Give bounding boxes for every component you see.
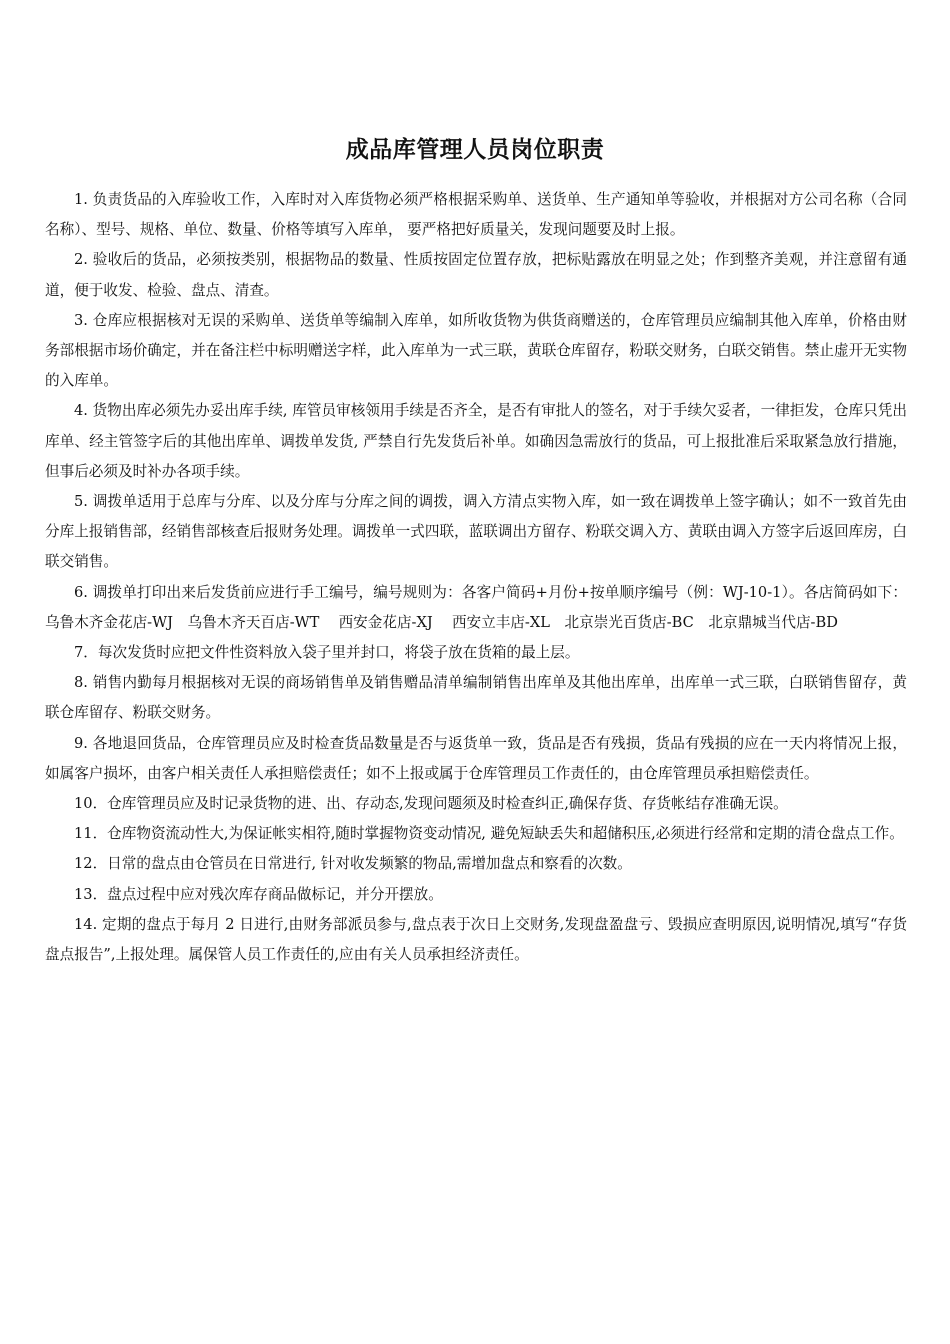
paragraph-2: 2. 验收后的货品，必须按类别，根据物品的数量、性质按固定位置存放，把标贴露放在明显之处；作到整齐美观，并注意留有通道，便于收发、检验、盘点、清查。 [45, 251, 907, 299]
paragraph-4: 4. 货物出库必须先办妥出库手续, 库管员审核领用手续是否齐全，是否有审批人的签名，对于手续欠妥者，一律拒发，仓库只凭出库单、经主管签字后的其他出库单、调拨单发货, 严禁自行先发货后补单。如确因急需放行的货品，可上报批准后采取紧急放行措施，但事后必须及时补办各项手续。 [45, 402, 907, 480]
paragraph-11: 11．仓库物资流动性大,为保证帐实相符,随时掌握物资变动情况, 避免短缺丢失和超储积压,必须进行经常和定期的清仓盘点工作。 [74, 825, 904, 843]
paragraph-1: 1. 负责货品的入库验收工作，入库时对入库货物必须严格根据采购单、送货单、生产通知单等验收，并根据对方公司名称（合同名称）、型号、规格、单位、数量、价格等填写入库单， 要严格把好质量关，发现问题要及时上报。 [45, 191, 907, 239]
document-body [45, 185, 907, 970]
paragraph-8: 8. 销售内勤每月根据核对无误的商场销售单及销售赠品清单编制销售出库单及其他出库单，出库单一式三联，白联销售留存，黄联仓库留存、粉联交财务。 [45, 674, 907, 722]
paragraph-14: 14. 定期的盘点于每月 2 日进行,由财务部派员参与,盘点表于次日上交财务,发现盘盈盘亏、毁损应查明原因,说明情况,填写“存货盘点报告”,上报处理。属保管人员工作责任的,应由有关人员承担经济责任。 [45, 915, 907, 964]
paragraph-7: 7．每次发货时应把文件性资料放入袋子里并封口，将袋子放在货箱的最上层。 [74, 644, 580, 662]
paragraph-12: 12．日常的盘点由仓管员在日常进行, 针对收发频繁的物品,需增加盘点和察看的次数。 [74, 855, 632, 873]
paragraph-3: 3. 仓库应根据核对无误的采购单、送货单等编制入库单，如所收货物为供货商赠送的，仓库管理员应编制其他入库单，价格由财务部根据市场价确定，并在备注栏中标明赠送字样，此入库单为一式三联，黄联仓库留存，粉联交财务，白联交销售。禁止虚开无实物的入库单。 [45, 311, 907, 390]
paragraph-9: 9. 各地退回货品，仓库管理员应及时检查货品数量是否与返货单一致，货品是否有残损，货品有残损的应在一天内将情况上报，如属客户损坏，由客户相关责任人承担赔偿责任；如不上报或属于仓库管理员工作责任的，由仓库管理员承担赔偿责任。 [45, 734, 907, 782]
paragraph-6: 6. 调拨单打印出来后发货前应进行手工编号，编号规则为：各客户简码+月份+按单顺序编号（例：WJ-10-1）。各店简码如下：乌鲁木齐金花店-WJ 乌鲁木齐天百店-WT 西安金花店-XJ 西安立丰店-XL 北京崇光百货店-BC 北京鼎城当代店-BD [45, 583, 907, 631]
document-title: 成品库管理人员岗位职责 [345, 137, 605, 163]
paragraph-13: 13．盘点过程中应对残次库存商品做标记，并分开摆放。 [74, 885, 443, 903]
paragraph-10: 10．仓库管理员应及时记录货物的进、出、存动态,发现问题须及时检查纠正,确保存货、存货帐结存准确无误。 [74, 795, 788, 813]
paragraph-5: 5. 调拨单适用于总库与分库、以及分库与分库之间的调拨，调入方清点实物入库，如一致在调拨单上签字确认；如不一致首先由分库上报销售部，经销售部核查后报财务处理。调拨单一式四联，蓝联调出方留存、粉联交调入方、黄联由调入方签字后返回库房，白联交销售。 [45, 493, 907, 571]
